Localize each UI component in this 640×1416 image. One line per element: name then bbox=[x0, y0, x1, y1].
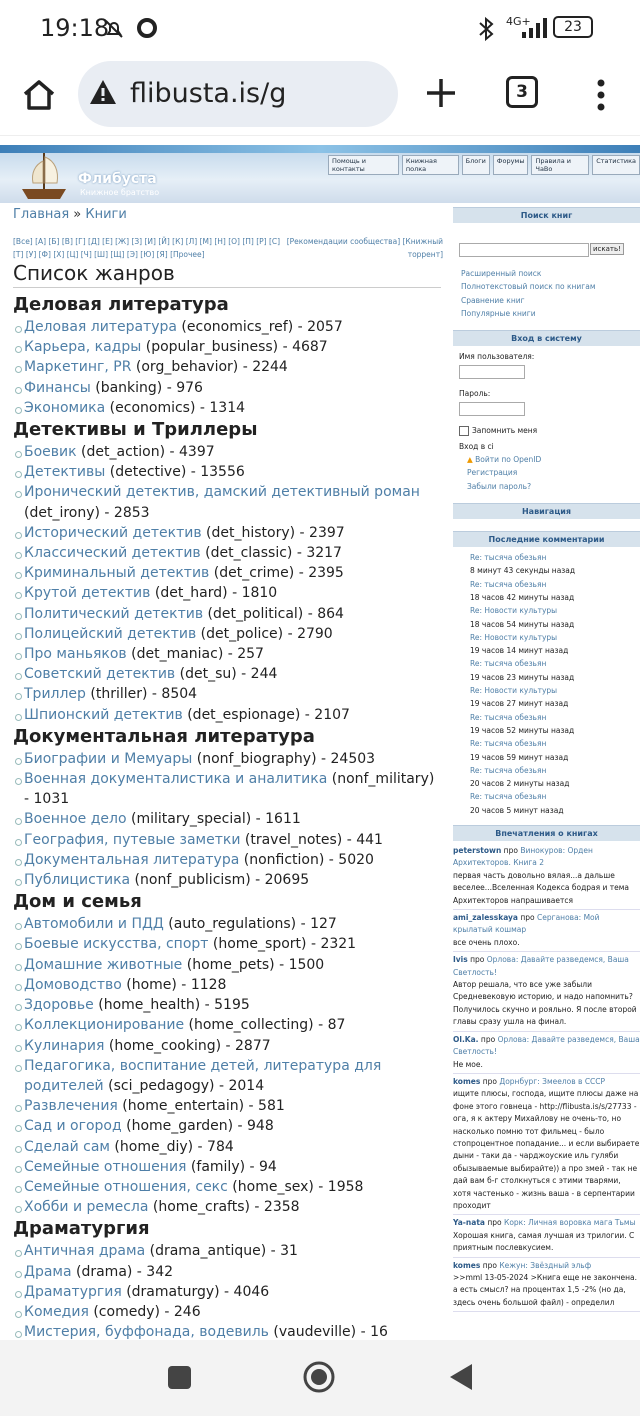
page-title: Список жанров bbox=[13, 261, 441, 288]
genre-item bbox=[13, 1262, 441, 1282]
forgot-password-link[interactable]: Забыли пароль? bbox=[467, 481, 532, 491]
genre-code-count: (det_irony) - 2853 bbox=[24, 504, 150, 521]
plus-icon[interactable] bbox=[424, 76, 458, 110]
genre-link[interactable]: Детективы bbox=[24, 464, 106, 481]
genre-link[interactable]: Развлечения bbox=[24, 1098, 118, 1115]
genre-list bbox=[13, 293, 441, 1363]
genre-item bbox=[13, 1036, 441, 1056]
comment-link[interactable]: Re: тысяча обезьян bbox=[470, 579, 547, 589]
genre-code-count: (drama) - 342 bbox=[71, 1263, 174, 1280]
genre-item bbox=[13, 1197, 441, 1217]
genre-code-count: (dramaturgy) - 4046 bbox=[121, 1283, 270, 1300]
comment-link[interactable]: Re: тысяча обезьян bbox=[470, 553, 547, 563]
sidebar bbox=[453, 207, 640, 1314]
genre-item bbox=[13, 995, 441, 1015]
genre-link[interactable]: Автомобили и ПДД bbox=[24, 916, 164, 933]
genre-item bbox=[13, 1116, 441, 1136]
impression-book[interactable]: Орлова: Давайте разведемся, Ваша Светлость! bbox=[453, 1034, 640, 1057]
genre-link[interactable]: Полицейский детектив bbox=[24, 625, 197, 642]
openid-link[interactable]: ▲ Войти по OpenID bbox=[467, 455, 542, 465]
genre-code-count: (det_hard) - 1810 bbox=[150, 585, 278, 602]
genre-item bbox=[13, 684, 441, 704]
genre-link[interactable]: Комедия bbox=[24, 1303, 89, 1320]
genre-link[interactable]: Деловая литература bbox=[24, 319, 177, 335]
comment-link[interactable]: Re: тысяча обезьян bbox=[470, 739, 547, 749]
genre-link[interactable]: Документальная литература bbox=[24, 851, 240, 868]
genre-code-count: (economics) - 1314 bbox=[105, 399, 246, 416]
genre-item bbox=[13, 1282, 441, 1302]
genre-link[interactable]: Семейные отношения bbox=[24, 1158, 187, 1175]
toplink-forums[interactable]: Форумы bbox=[493, 155, 529, 175]
genre-item bbox=[13, 1056, 441, 1096]
impression-user[interactable]: komes bbox=[453, 1260, 481, 1270]
comment-link[interactable]: Re: тысяча обезьян bbox=[470, 712, 547, 722]
genre-item bbox=[13, 644, 441, 664]
impression-user[interactable]: ami_zalesskaya bbox=[453, 913, 518, 923]
genre-category: Дом и семья bbox=[13, 891, 142, 913]
genre-link[interactable]: Классический детектив bbox=[24, 545, 201, 562]
impression-book[interactable]: Винокуров: Орден Архитекторов. Книга 2 bbox=[453, 846, 593, 868]
genre-link[interactable]: Политический детектив bbox=[24, 605, 204, 622]
impression-text: Хорошая книга, самая лучшая из трилогии. С приятным послевкусием. bbox=[453, 1230, 635, 1253]
webpage bbox=[0, 145, 640, 1340]
genre-item bbox=[13, 975, 441, 995]
genre-item bbox=[13, 337, 441, 357]
network-label: 4G+ bbox=[506, 15, 531, 28]
impression-about: про bbox=[501, 846, 521, 856]
genre-code-count: (vaudeville) - 16 bbox=[268, 1324, 388, 1341]
circle-icon bbox=[136, 17, 158, 39]
genre-item bbox=[13, 1137, 441, 1157]
genre-link[interactable]: Мистерия, буффонада, водевиль bbox=[24, 1324, 269, 1341]
battery-icon bbox=[553, 16, 593, 38]
recents-button[interactable] bbox=[168, 1366, 191, 1389]
genre-link[interactable]: Здоровье bbox=[24, 997, 94, 1014]
genre-link[interactable]: Иронический детектив, дамский детективный роман bbox=[24, 484, 420, 501]
impression-item bbox=[453, 1260, 640, 1313]
genre-link[interactable]: Криминальный детектив bbox=[24, 565, 210, 582]
genre-code-count: (nonf_military) - 1031 bbox=[24, 771, 435, 808]
login-form bbox=[453, 350, 640, 493]
remember-checkbox[interactable] bbox=[459, 426, 469, 436]
genre-link[interactable]: Публицистика bbox=[24, 872, 131, 889]
genre-item bbox=[13, 583, 441, 603]
impression-about: про bbox=[517, 913, 538, 923]
genre-item bbox=[13, 357, 441, 377]
genre-item bbox=[13, 1096, 441, 1116]
impression-item bbox=[453, 1034, 640, 1074]
genre-code-count: (home_collecting) - 87 bbox=[184, 1017, 346, 1034]
comment-link[interactable]: Re: Новости культуры bbox=[470, 686, 558, 696]
clock: 19:18 bbox=[40, 14, 110, 42]
comment-link[interactable]: Re: тысяча обезьян bbox=[470, 792, 547, 802]
back-button[interactable] bbox=[448, 1362, 474, 1392]
genre-code-count: (det_su) - 244 bbox=[175, 666, 278, 683]
genre-link[interactable]: Экономика bbox=[24, 399, 106, 416]
search-links bbox=[453, 267, 640, 320]
alphabet-filter[interactable]: [Все] [А] [Б] [В] [Г] [Д] [Е] [Ж] [З] [И] [Й] [К] [Л] [М] [Н] [О] [П] [Р] [С] [Т] [У] [Ф] [Х] [Ц] [Ч] [Ш] [Щ] [Э] [Ю] [Я] [Прочее] bbox=[13, 237, 281, 259]
register-link[interactable]: Регистрация bbox=[467, 468, 518, 478]
genre-link[interactable]: Сделай сам bbox=[24, 1138, 110, 1155]
genre-code-count: (det_history) - 2397 bbox=[201, 524, 345, 541]
comment-time: 18 часов 54 минуты назад bbox=[470, 619, 575, 629]
genre-code-count: (nonfiction) - 5020 bbox=[239, 851, 374, 868]
search-input[interactable] bbox=[459, 243, 589, 257]
genre-code-count: (home_entertain) - 581 bbox=[117, 1098, 285, 1115]
genre-code-count: (det_political) - 864 bbox=[203, 605, 344, 622]
impression-about: про bbox=[478, 1034, 498, 1044]
recommendation-links[interactable]: [Рекомендации сообщества] [Книжный торрент] bbox=[286, 237, 443, 259]
more-menu-icon[interactable] bbox=[592, 78, 610, 112]
genre-link[interactable]: Коллекционирование bbox=[24, 1017, 185, 1034]
comment-link[interactable]: Re: Новости культуры bbox=[470, 606, 558, 616]
genre-item bbox=[13, 1157, 441, 1177]
remember-row bbox=[459, 424, 640, 437]
genre-item bbox=[13, 830, 441, 850]
impression-item bbox=[453, 1217, 640, 1257]
comment-time: 20 часов 2 минуты назад bbox=[470, 779, 570, 789]
genre-item bbox=[13, 624, 441, 644]
toplink-rules[interactable]: Правила и ЧаВо bbox=[531, 155, 589, 175]
top-links bbox=[328, 155, 640, 175]
genre-item bbox=[13, 1241, 441, 1261]
main-content bbox=[13, 207, 443, 1341]
genre-item bbox=[13, 870, 441, 890]
remember-label: Запомнить меня bbox=[472, 426, 538, 436]
genre-code-count: (home_crafts) - 2358 bbox=[148, 1199, 300, 1216]
tab-switcher-button[interactable] bbox=[506, 76, 538, 108]
genre-link[interactable]: Триллер bbox=[24, 686, 86, 703]
genre-link[interactable]: Боевик bbox=[24, 444, 77, 461]
impression-user[interactable]: komes bbox=[453, 1076, 481, 1086]
genre-link[interactable]: Биографии и Мемуары bbox=[24, 750, 193, 767]
genre-code-count: (auto_regulations) - 127 bbox=[163, 916, 337, 933]
search-link[interactable]: Популярные книги bbox=[461, 308, 536, 318]
genre-link[interactable]: География, путевые заметки bbox=[24, 831, 241, 848]
genre-code-count: (comedy) - 246 bbox=[88, 1303, 201, 1320]
impression-text: >>mml 13-05-2024 >Книга еще не закончена. а есть смысл? на процентах 1,5 -2% (но да, здесь очень большой файл) - определил bbox=[453, 1273, 638, 1307]
search-form bbox=[453, 227, 640, 267]
genre-code-count: (home_health) - 5195 bbox=[93, 997, 250, 1014]
genre-item bbox=[13, 563, 441, 583]
impression-user[interactable]: peterstown bbox=[453, 846, 502, 856]
impression-user[interactable]: Ivis bbox=[453, 955, 468, 965]
genre-item bbox=[13, 543, 441, 563]
breadcrumb-home[interactable]: Главная bbox=[13, 207, 70, 222]
toplink-bookshelf[interactable]: Книжная полка bbox=[402, 155, 459, 175]
impression-text: ищите плюсы, господа, ищите плюсы даже на фоне этого говнеца - http://flibusta.is/s/27733 - ога, я к актеру Михайлову не очень-то, но насколько помню тот фильмец - было стопроцентное попадание... и если выбираете дыни - таки да - чарджоуские иль гуляби обызываемые выбирайте)) а про змей - так не дай вам б-г столкнуться с этими тварями, хотя частенько - жизнь ваша - в серпентарии проходит bbox=[453, 1089, 640, 1210]
genre-link[interactable]: Педагогика, воспитание детей, литература для родителей bbox=[24, 1057, 382, 1094]
impression-book[interactable]: Кежун: Звёздный эльф bbox=[499, 1260, 592, 1270]
breadcrumb-books[interactable]: Книги bbox=[85, 207, 127, 222]
genre-code-count: (banking) - 976 bbox=[90, 379, 203, 396]
genre-code-count: (family) - 94 bbox=[186, 1158, 277, 1175]
impression-book[interactable]: Орлова: Давайте разведемся, Ваша Светлость! bbox=[453, 955, 629, 977]
genre-code-count: (home_sex) - 1958 bbox=[227, 1178, 364, 1195]
genre-code-count: (det_espionage) - 2107 bbox=[182, 706, 350, 723]
genre-item bbox=[13, 1302, 441, 1322]
comments-list bbox=[453, 551, 640, 817]
genre-link[interactable]: Драматургия bbox=[24, 1283, 122, 1300]
genre-item bbox=[13, 934, 441, 954]
site-slogan: Книжное братство bbox=[80, 188, 160, 197]
ship-logo-icon[interactable] bbox=[14, 149, 74, 203]
password-input[interactable] bbox=[459, 402, 525, 416]
bluetooth-icon bbox=[476, 16, 496, 42]
comment-time: 19 часов 27 минут назад bbox=[470, 699, 569, 709]
genre-item bbox=[13, 442, 441, 462]
genre-code-count: (home_garden) - 948 bbox=[121, 1118, 274, 1135]
impression-book[interactable]: Серганова: Мой крылатый кошмар bbox=[453, 913, 600, 935]
genre-code-count: (travel_notes) - 441 bbox=[240, 831, 383, 848]
genre-code-count: (thriller) - 8504 bbox=[85, 686, 198, 703]
genre-item bbox=[13, 809, 441, 829]
url-text[interactable]: flibusta.is/g bbox=[130, 78, 287, 109]
genre-category: Деловая литература bbox=[13, 294, 229, 315]
genre-code-count: (popular_business) - 4687 bbox=[141, 339, 328, 356]
genre-item bbox=[13, 462, 441, 482]
toplink-stats[interactable]: Статистика bbox=[592, 155, 640, 175]
home-icon[interactable] bbox=[20, 76, 58, 114]
genre-code-count: (det_crime) - 2395 bbox=[209, 565, 344, 582]
genre-code-count: (sci_pedagogy) - 2014 bbox=[103, 1077, 265, 1094]
impression-about: про bbox=[484, 1218, 504, 1228]
toplink-help[interactable]: Помощь и контакты bbox=[328, 155, 399, 175]
genre-link[interactable]: Боевые искусства, спорт bbox=[24, 936, 209, 953]
comment-time: 20 часов 5 минут назад bbox=[470, 805, 564, 815]
comment-link[interactable]: Re: тысяча обезьян bbox=[470, 659, 547, 669]
status-bar bbox=[0, 0, 640, 56]
search-link[interactable]: Расширенный поиск bbox=[461, 269, 542, 278]
search-link[interactable]: Сравнение книг bbox=[461, 295, 525, 305]
impression-about: про bbox=[467, 955, 487, 965]
signal-icon bbox=[520, 18, 548, 38]
genre-link[interactable]: Кулинария bbox=[24, 1037, 105, 1054]
genre-item bbox=[13, 664, 441, 684]
openid-icon: ▲ bbox=[467, 455, 476, 465]
username-input[interactable] bbox=[459, 365, 525, 379]
genre-link[interactable]: Крутой детектив bbox=[24, 585, 151, 602]
impressions-list bbox=[453, 845, 640, 1312]
impression-book[interactable]: Корк: Личная воровка мага Тьмы bbox=[504, 1218, 636, 1228]
breadcrumb bbox=[13, 207, 441, 222]
genre-link[interactable]: Домоводство bbox=[24, 976, 122, 993]
genre-code-count: (det_action) - 4397 bbox=[76, 444, 215, 461]
toplink-blogs[interactable]: Блоги bbox=[462, 155, 490, 175]
genre-item bbox=[13, 914, 441, 934]
search-block-title: Поиск книг bbox=[453, 207, 640, 223]
impression-book[interactable]: Дорнбург: Змеелов в СССР bbox=[499, 1076, 606, 1086]
impression-user[interactable]: Ol.Ka. bbox=[453, 1034, 479, 1044]
genre-code-count: (home) - 1128 bbox=[121, 976, 227, 993]
comment-link[interactable]: Re: Новости культуры bbox=[470, 632, 558, 642]
genre-category: Детективы и Триллеры bbox=[13, 419, 258, 441]
genre-item bbox=[13, 523, 441, 543]
genre-link[interactable]: Финансы bbox=[24, 379, 91, 396]
genre-code-count: (det_police) - 2790 bbox=[196, 625, 333, 642]
site-header bbox=[0, 145, 640, 203]
genre-link[interactable]: Драма bbox=[24, 1263, 72, 1280]
comment-time: 19 часов 14 минут назад bbox=[470, 646, 569, 656]
search-link[interactable]: Полнотекстовый поиск по книгам bbox=[461, 282, 596, 292]
comment-time: 8 минут 43 секунды назад bbox=[470, 566, 576, 576]
comment-time: 19 часов 52 минуты назад bbox=[470, 725, 575, 735]
genre-item bbox=[13, 317, 441, 337]
genre-link[interactable]: Про маньяков bbox=[24, 646, 127, 663]
genre-code-count: (military_special) - 1611 bbox=[126, 811, 301, 828]
system-nav-bar bbox=[0, 1340, 640, 1416]
genre-link[interactable]: Советский детектив bbox=[24, 666, 176, 683]
username-label: Имя пользователя: bbox=[459, 352, 535, 362]
home-button[interactable] bbox=[302, 1360, 336, 1394]
genre-code-count: (det_classic) - 3217 bbox=[200, 545, 342, 562]
genre-item bbox=[13, 378, 441, 398]
genre-item bbox=[13, 482, 441, 522]
genre-code-count: (drama_antique) - 31 bbox=[145, 1243, 298, 1260]
comments-block-title[interactable]: Последние комментарии bbox=[453, 531, 640, 547]
login-via: Вход в сі bbox=[459, 442, 494, 452]
impression-item bbox=[453, 954, 640, 1031]
genre-item bbox=[13, 749, 441, 769]
login-block-title: Вход в систему bbox=[453, 330, 640, 346]
genre-category: Документальная литература bbox=[13, 725, 315, 747]
comment-time: 19 часов 59 минут назад bbox=[470, 752, 569, 762]
genre-code-count: (home_sport) - 2321 bbox=[208, 936, 357, 953]
breadcrumb-sep: » bbox=[69, 207, 86, 222]
genre-item bbox=[13, 850, 441, 870]
genre-link[interactable]: Карьера, кадры bbox=[24, 339, 142, 356]
genre-link[interactable]: Исторический детектив bbox=[24, 524, 202, 541]
genre-category: Драматургия bbox=[13, 1218, 150, 1240]
genre-code-count: (home_diy) - 784 bbox=[109, 1138, 234, 1155]
impression-user[interactable]: Ya-nata bbox=[453, 1218, 485, 1228]
impressions-block-title[interactable]: Впечатления о книгах bbox=[453, 825, 640, 841]
genre-link[interactable]: Античная драма bbox=[24, 1243, 146, 1260]
comment-link[interactable]: Re: тысяча обезьян bbox=[470, 765, 547, 775]
genre-link[interactable]: Домашние животные bbox=[24, 956, 183, 973]
genre-code-count: (home_pets) - 1500 bbox=[182, 956, 325, 973]
genre-link[interactable]: Семейные отношения, секс bbox=[24, 1178, 228, 1195]
genre-link[interactable]: Маркетинг, PR bbox=[24, 359, 132, 376]
genre-link[interactable]: Шпионский детектив bbox=[24, 706, 183, 723]
comment-time: 18 часов 42 минуты назад bbox=[470, 592, 575, 602]
genre-link[interactable]: Военное дело bbox=[24, 811, 127, 828]
impression-text: Автор решала, что все уже забыли Средневековую историю, и надо напомнить? Получилось скучно и рояльно. Я после второй главы сразу ушла на финал. bbox=[453, 980, 637, 1027]
genre-item bbox=[13, 705, 441, 725]
tab-count: 3 bbox=[516, 82, 528, 102]
genre-code-count: (detective) - 13556 bbox=[105, 464, 245, 481]
impression-text: Не мое. bbox=[453, 1059, 483, 1069]
battery-level: 23 bbox=[564, 19, 582, 35]
genre-item bbox=[13, 604, 441, 624]
genre-link[interactable]: Сад и огород bbox=[24, 1118, 122, 1135]
genre-item bbox=[13, 398, 441, 418]
genre-code-count: (home_cooking) - 2877 bbox=[104, 1037, 271, 1054]
impression-item bbox=[453, 1076, 640, 1215]
genre-code-count: (economics_ref) - 2057 bbox=[176, 319, 343, 335]
impression-item bbox=[453, 845, 640, 910]
search-button[interactable]: искать! bbox=[590, 243, 624, 255]
impression-text: первая часть довольно вялая...а дальше веселее...Вселенная Кодекса бодрая и тема Архитекторов напрашивается bbox=[453, 870, 630, 905]
genre-item bbox=[13, 1015, 441, 1035]
site-logo[interactable]: Флибуста bbox=[78, 171, 157, 187]
mute-icon bbox=[102, 17, 126, 41]
genre-code-count: (det_maniac) - 257 bbox=[126, 646, 264, 663]
genre-item bbox=[13, 1177, 441, 1197]
impression-item bbox=[453, 912, 640, 952]
comment-time: 19 часов 23 минуты назад bbox=[470, 672, 575, 682]
header-stripe bbox=[0, 145, 640, 153]
impression-about: про bbox=[480, 1076, 500, 1086]
impression-text: все очень плохо. bbox=[453, 937, 520, 947]
genre-code-count: (nonf_biography) - 24503 bbox=[192, 750, 376, 767]
warning-icon bbox=[88, 78, 118, 106]
genre-code-count: (nonf_publicism) - 20695 bbox=[130, 872, 310, 889]
impression-about: про bbox=[480, 1260, 500, 1270]
genre-code-count: (org_behavior) - 2244 bbox=[131, 359, 288, 376]
genre-item bbox=[13, 769, 441, 809]
genre-link[interactable]: Военная документалистика и аналитика bbox=[24, 771, 328, 788]
password-label: Пароль: bbox=[459, 389, 491, 399]
navigation-block-title[interactable]: Навигация bbox=[453, 503, 640, 519]
genre-link[interactable]: Хобби и ремесла bbox=[24, 1199, 149, 1216]
genre-item bbox=[13, 955, 441, 975]
